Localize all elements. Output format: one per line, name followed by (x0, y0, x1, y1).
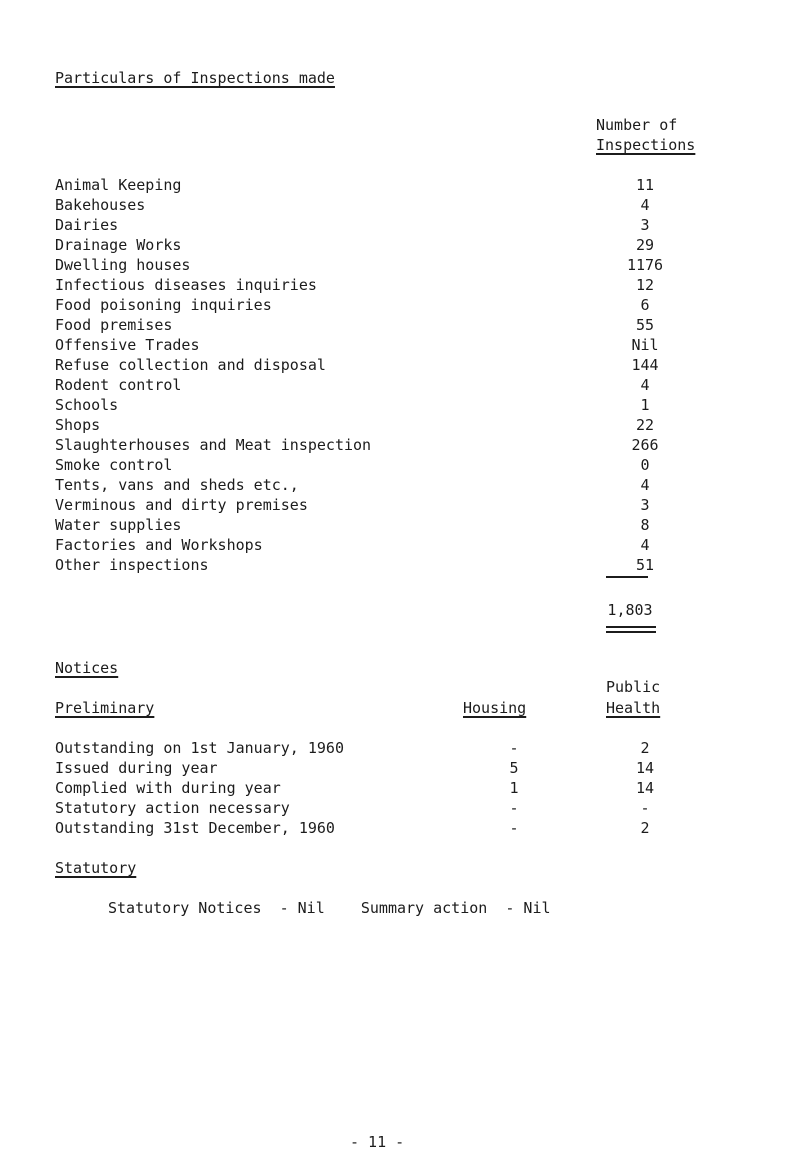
row-label: Dwelling houses (55, 256, 191, 274)
inspections-header-line1: Number of (596, 116, 678, 134)
row-value: 11 (635, 176, 655, 194)
statutory-heading: Statutory (55, 859, 137, 877)
row-value: 4 (640, 536, 650, 554)
row-label: Water supplies (55, 516, 182, 534)
row-value: 12 (635, 276, 655, 294)
row-value: 0 (640, 456, 650, 474)
row-label: Bakehouses (55, 196, 146, 214)
row-label: Rodent control (55, 376, 182, 394)
table-row (55, 176, 655, 196)
row-housing: - (509, 819, 519, 837)
row-value: 8 (640, 516, 650, 534)
row-housing: 5 (509, 759, 519, 777)
table-row (55, 276, 655, 296)
row-label: Infectious diseases inquiries (55, 276, 317, 294)
row-label: Statutory action necessary (55, 799, 290, 817)
row-label: Outstanding on 1st January, 1960 (55, 739, 344, 757)
table-row (55, 196, 650, 216)
row-label: Refuse collection and disposal (55, 356, 326, 374)
table-row (55, 216, 650, 236)
row-value: 29 (635, 236, 655, 254)
row-value: 1 (640, 396, 650, 414)
row-value: Nil (631, 336, 659, 354)
row-value: 3 (640, 496, 650, 514)
row-public-health: 2 (640, 739, 650, 757)
row-value: 22 (635, 416, 655, 434)
table-row (55, 436, 659, 456)
row-label: Other inspections (55, 556, 209, 574)
total-double-rule-top (606, 626, 656, 628)
row-public-health: - (640, 799, 650, 817)
table-row (55, 356, 659, 376)
row-label: Dairies (55, 216, 119, 234)
table-row (55, 236, 655, 256)
table-row (55, 416, 655, 436)
notices-heading: Notices (55, 659, 119, 677)
inspections-total: 1,803 (607, 601, 653, 619)
row-label: Outstanding 31st December, 1960 (55, 819, 335, 837)
table-row (55, 779, 655, 799)
row-value: 51 (635, 556, 655, 574)
row-value: 55 (635, 316, 655, 334)
table-row (55, 256, 664, 276)
row-value: 266 (631, 436, 659, 454)
row-public-health: 14 (635, 779, 655, 797)
table-row (55, 759, 655, 779)
row-value: 1176 (626, 256, 664, 274)
table-row (55, 296, 650, 316)
table-row (55, 556, 655, 576)
row-public-health: 2 (640, 819, 650, 837)
table-row (55, 536, 650, 556)
row-label: Tents, vans and sheds etc., (55, 476, 299, 494)
row-label: Schools (55, 396, 119, 414)
page-title: Particulars of Inspections made (55, 69, 335, 87)
row-housing: - (509, 739, 519, 757)
row-value: 4 (640, 196, 650, 214)
preliminary-heading: Preliminary (55, 699, 155, 717)
table-row (55, 396, 650, 416)
table-row (55, 739, 650, 759)
inspections-header-line2: Inspections (596, 136, 696, 154)
row-label: Slaughterhouses and Meat inspection (55, 436, 372, 454)
row-label: Offensive Trades (55, 336, 200, 354)
table-row (55, 799, 650, 819)
row-label: Food premises (55, 316, 173, 334)
total-double-rule-bottom (606, 631, 656, 633)
housing-header: Housing (463, 699, 527, 717)
row-label: Shops (55, 416, 101, 434)
table-row (55, 819, 650, 839)
public-health-header-line2: Health (606, 699, 661, 717)
subtotal-rule (606, 576, 648, 578)
row-value: 144 (631, 356, 659, 374)
row-label: Food poisoning inquiries (55, 296, 272, 314)
row-value: 3 (640, 216, 650, 234)
row-label: Complied with during year (55, 779, 281, 797)
row-housing: 1 (509, 779, 519, 797)
table-row (55, 376, 650, 396)
row-value: 4 (640, 476, 650, 494)
table-row (55, 496, 650, 516)
table-row (55, 476, 650, 496)
table-row (55, 316, 655, 336)
row-label: Factories and Workshops (55, 536, 263, 554)
row-label: Animal Keeping (55, 176, 182, 194)
page-number: - 11 - (350, 1133, 405, 1151)
row-label: Issued during year (55, 759, 218, 777)
table-row (55, 336, 659, 356)
row-label: Drainage Works (55, 236, 182, 254)
row-value: 4 (640, 376, 650, 394)
row-value: 6 (640, 296, 650, 314)
table-row (55, 516, 650, 536)
row-housing: - (509, 799, 519, 817)
row-public-health: 14 (635, 759, 655, 777)
statutory-summary-line: Statutory Notices - Nil Summary action - Nil (108, 899, 551, 917)
public-health-header-line1: Public (606, 678, 661, 696)
row-label: Verminous and dirty premises (55, 496, 308, 514)
table-row (55, 456, 650, 476)
row-label: Smoke control (55, 456, 173, 474)
